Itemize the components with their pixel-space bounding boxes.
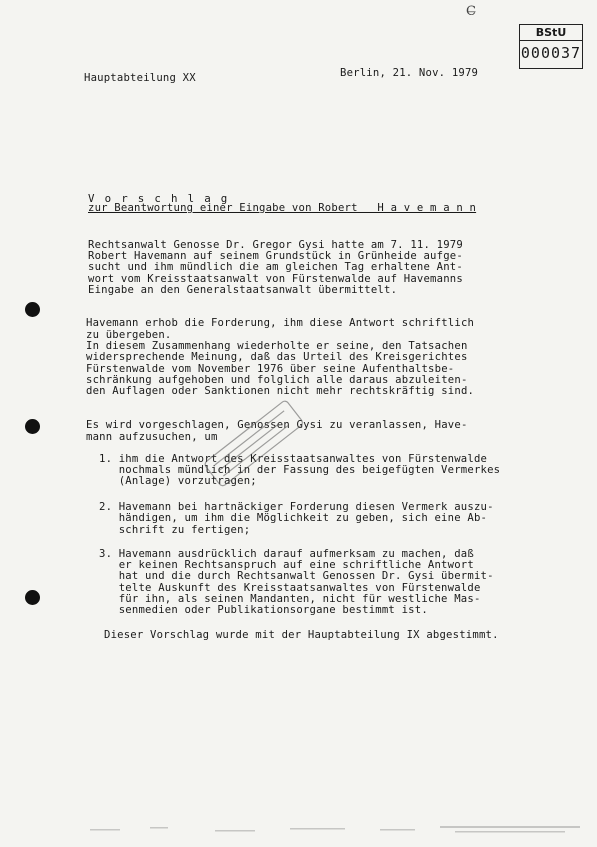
text-line: händigen, um ihm die Möglichkeit zu geben, sich eine Ab- (99, 512, 488, 524)
text-line: den Auflagen oder Sanktionen nicht mehr rechtskräftig sind. (86, 385, 475, 397)
text-line: er keinen Rechtsanspruch auf eine schriftliche Antwort (99, 559, 474, 571)
archive-stamp-label: BStU (520, 25, 582, 41)
text-line: Havemann erhob die Forderung, ihm diese Antwort schriftlich (86, 317, 475, 329)
diagonal-stamp-mark (195, 390, 315, 500)
text-line: 2. Havemann bei hartnäckiger Forderung diesen Vermerk auszu- (99, 501, 494, 513)
text-line: sucht und ihm mündlich die am gleichen Tag erhaltene Ant- (88, 261, 463, 273)
document-subheading: zur Beantwortung einer Eingabe von Robert H a v e m a n n (88, 202, 477, 214)
punch-hole-bottom (25, 590, 40, 605)
text-line: widersprechende Meinung, daß das Urteil des Kreisgerichtes (86, 351, 468, 363)
text-line: senmedien oder Publikationsorgane bestimmt ist. (99, 604, 428, 616)
text-line: 3. Havemann ausdrücklich darauf aufmerksam zu machen, daß (99, 548, 474, 560)
text-line: 1. ihm die Antwort des Kreisstaatsanwaltes von Fürstenwalde (99, 453, 488, 465)
text-line: für ihn, als seinen Mandanten, nicht für westliche Mas- (99, 593, 481, 605)
text-line: mann aufzusuchen, um (86, 431, 218, 443)
text-line: schrift zu fertigen; (99, 524, 251, 536)
closing-sentence: Dieser Vorschlag wurde mit der Hauptabteilung IX abgestimmt. (104, 629, 499, 641)
text-line: Fürstenwalde vom November 1976 über seine Aufenthaltsbe- (86, 363, 455, 375)
text-line: telte Auskunft des Kreisstaatsanwaltes von Fürstenwalde (99, 582, 481, 594)
text-line: nochmals mündlich in der Fassung des beigefügten Vermerkes (99, 464, 501, 476)
text-line: Es wird vorgeschlagen, Genossen Gysi zu veranlassen, Have- (86, 419, 468, 431)
text-line: In diesem Zusammenhang wiederholte er seine, den Tatsachen (86, 340, 468, 352)
archive-stamp-number: 000037 (520, 44, 582, 62)
place-date: Berlin, 21. Nov. 1979 (340, 67, 479, 79)
text-line: Eingabe an den Generalstaatsanwalt übermittelt. (88, 284, 398, 296)
text-line: (Anlage) vorzutragen; (99, 475, 257, 487)
document-heading: V o r s c h l a g (88, 192, 230, 205)
text-line: Robert Havemann auf seinem Grundstück in Grünheide aufge- (88, 250, 463, 262)
text-line: Rechtsanwalt Genosse Dr. Gregor Gysi hatte am 7. 11. 1979 (88, 239, 463, 251)
punch-hole-top (25, 302, 40, 317)
text-line: schränkung aufgehoben und folglich alle daraus abzuleiten- (86, 374, 468, 386)
department-label: Hauptabteilung XX (84, 72, 196, 84)
text-line: hat und die durch Rechtsanwalt Genossen Dr. Gysi übermit- (99, 570, 494, 582)
text-line: zu übergeben. (86, 329, 172, 341)
handwritten-mark: C̶ (466, 4, 477, 19)
text-line: wort vom Kreisstaatsanwalt von Fürstenwalde auf Havemanns (88, 273, 463, 285)
archive-stamp (519, 24, 583, 69)
scan-noise-bottom (0, 817, 597, 847)
punch-hole-middle (25, 419, 40, 434)
